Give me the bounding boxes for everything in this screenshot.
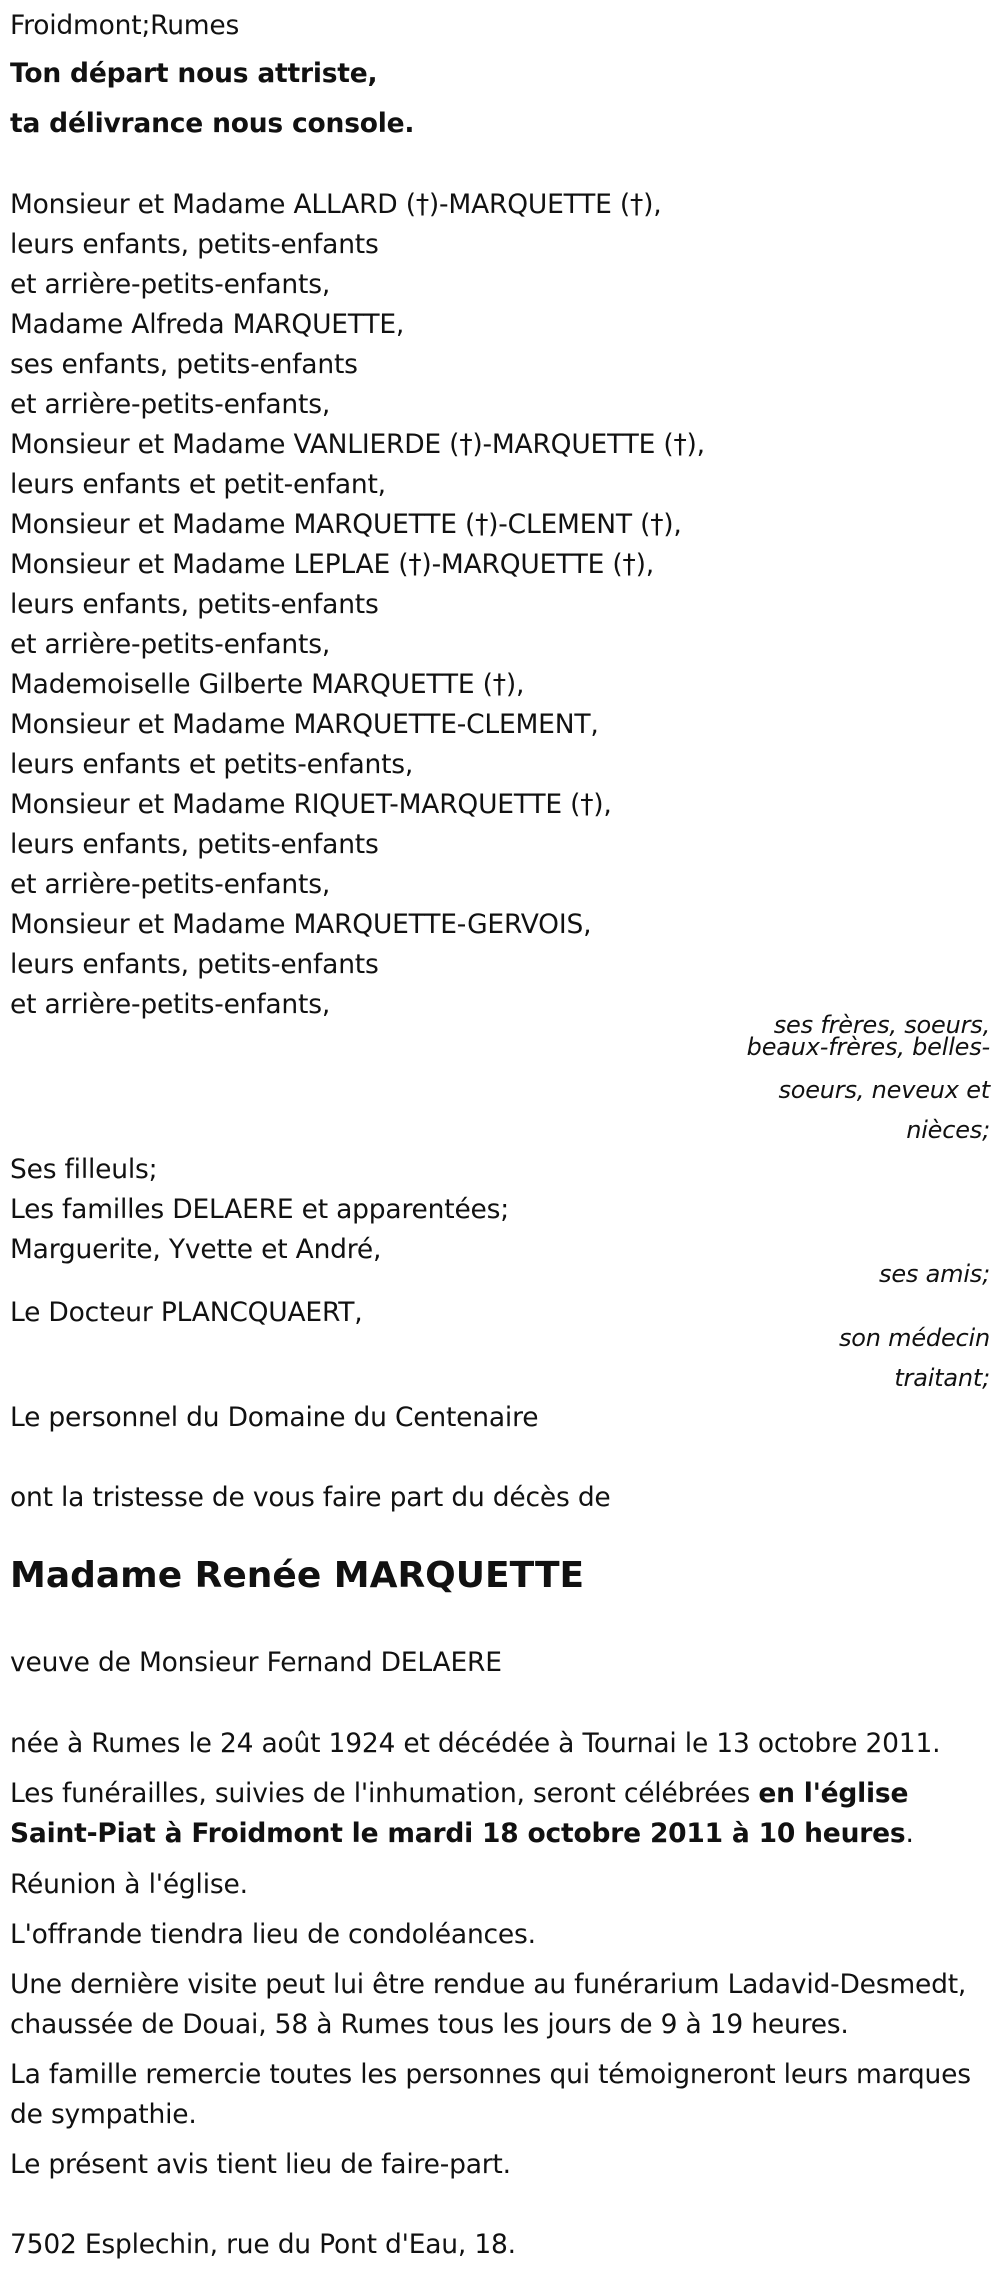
godchildren: Ses filleuls; [10,1154,158,1185]
family-line: Monsieur et Madame VANLIERDE (†)-MARQUETTE (†), [10,429,705,460]
funeral-intro: Les funérailles, suivies de l'inhumation, seront célébrées [10,1778,759,1809]
relation-doctor-1: son médecin [838,1324,990,1352]
family-line: leurs enfants, petits-enfants [10,949,379,980]
doctor-line: Le Docteur PLANCQUAERT, [10,1297,363,1328]
relation-line: nièces; [906,1116,990,1144]
family-line: Monsieur et Madame ALLARD (†)-MARQUETTE (†), [10,189,662,220]
announcement: ont la tristesse de vous faire part du décès de [10,1482,611,1513]
family-line: et arrière-petits-enfants, [10,869,331,900]
visit-info: Une dernière visite peut lui être rendue au funérarium Ladavid-Desmedt, chaussée de Douai, 58 à Rumes tous les jours de 9 à 19 heures. [10,1969,967,2040]
family-line: Monsieur et Madame MARQUETTE (†)-CLEMENT (†), [10,509,682,540]
families-line: Les familles DELAERE et apparentées; [10,1194,509,1225]
staff-line: Le personnel du Domaine du Centenaire [10,1402,539,1433]
friends-line: Marguerite, Yvette et André, [10,1234,382,1265]
relation-line: ses frères, soeurs, [773,1011,990,1039]
widow-of: veuve de Monsieur Fernand DELAERE [10,1647,502,1678]
funeral-details: en l'église Saint-Piat à Froidmont le mardi 18 octobre 2011 à 10 heures [10,1778,909,1849]
family-line: et arrière-petits-enfants, [10,989,331,1020]
family-line: Mademoiselle Gilberte MARQUETTE (†), [10,669,525,700]
thanks: La famille remercie toutes les personnes qui témoigneront leurs marques de sympathie. [10,2059,971,2130]
funeral-info [10,1774,990,1854]
family-line: et arrière-petits-enfants, [10,389,331,420]
family-line: Madame Alfreda MARQUETTE, [10,309,405,340]
family-line: Monsieur et Madame MARQUETTE-CLEMENT, [10,709,599,740]
family-line: Monsieur et Madame RIQUET-MARQUETTE (†), [10,789,612,820]
family-line: leurs enfants et petit-enfant, [10,469,386,500]
relation-doctor-2: traitant; [894,1364,990,1392]
family-line: leurs enfants et petits-enfants, [10,749,414,780]
notice: Le présent avis tient lieu de faire-part. [10,2149,511,2180]
quote-line-1: Ton départ nous attriste, [10,58,378,89]
gathering: Réunion à l'église. [10,1869,248,1900]
relation-friends: ses amis; [879,1260,990,1288]
birth-death: née à Rumes le 24 août 1924 et décédée à Tournai le 13 octobre 2011. [10,1728,941,1759]
family-line: et arrière-petits-enfants, [10,629,331,660]
family-line: leurs enfants, petits-enfants [10,829,379,860]
quote-line-2: ta délivrance nous console. [10,108,415,139]
address: 7502 Esplechin, rue du Pont d'Eau, 18. [10,2229,516,2260]
relation-line: beaux-frères, belles- [746,1033,990,1061]
family-line: leurs enfants, petits-enfants [10,229,379,260]
family-line: Monsieur et Madame MARQUETTE-GERVOIS, [10,909,592,940]
offering: L'offrande tiendra lieu de condoléances. [10,1919,536,1950]
family-line: ses enfants, petits-enfants [10,349,358,380]
location: Froidmont;Rumes [10,10,240,41]
family-line: leurs enfants, petits-enfants [10,589,379,620]
family-line: Monsieur et Madame LEPLAE (†)-MARQUETTE (†), [10,549,654,580]
funeral-end: . [905,1818,914,1849]
relation-line: soeurs, neveux et [778,1076,990,1104]
deceased-name: Madame Renée MARQUETTE [10,1555,585,1596]
family-line: et arrière-petits-enfants, [10,269,331,300]
